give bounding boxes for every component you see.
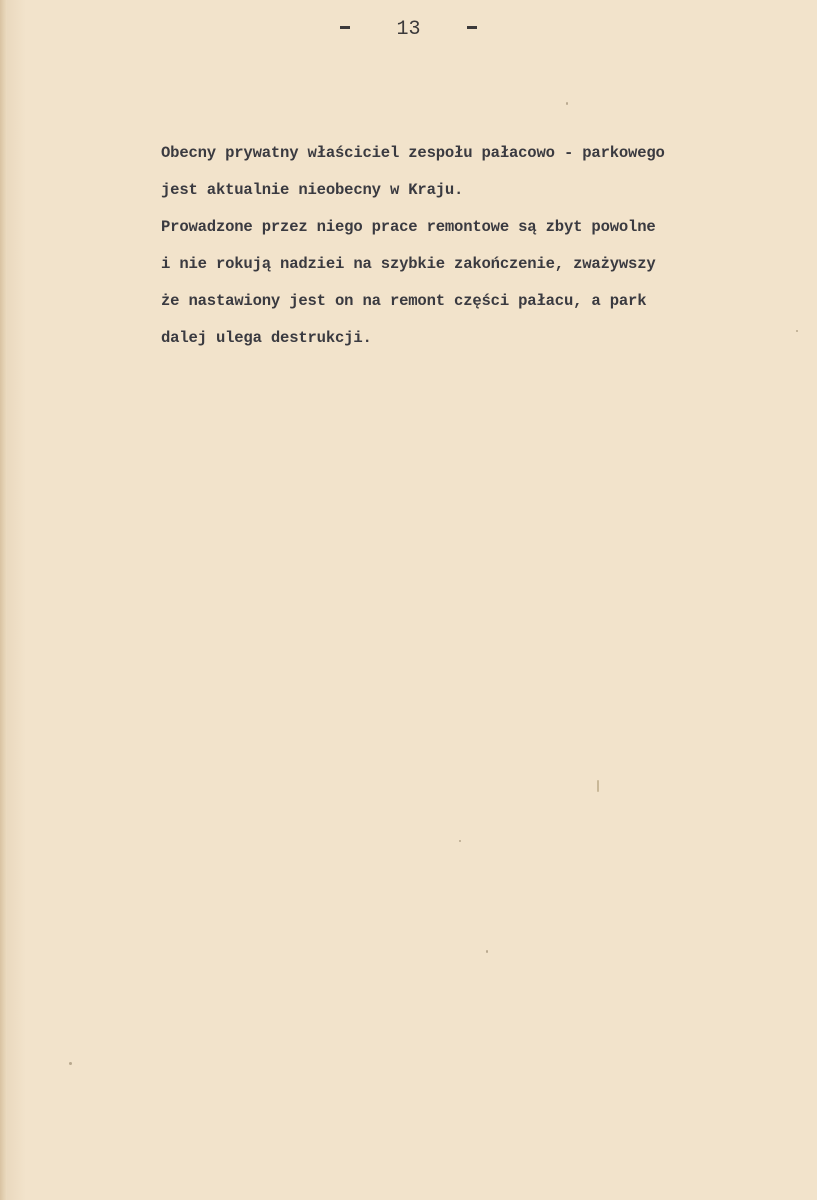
page-number: 13 (396, 18, 421, 41)
text-line: że nastawiony jest on na remont części pałacu, a park (161, 292, 647, 310)
text-line: Obecny prywatny właściciel zespołu pałacowo - parkowego (161, 144, 665, 162)
page-number-dash-left (340, 26, 350, 29)
paper-speck (69, 1062, 72, 1065)
paper-speck (486, 950, 488, 953)
page-number-header (0, 18, 817, 41)
paper-speck (566, 102, 568, 105)
text-line: i nie rokują nadziei na szybkie zakończenie, zważywszy (161, 255, 656, 273)
paper-speck (459, 840, 461, 842)
page-number-dash-right (467, 26, 477, 29)
body-paragraph (161, 135, 761, 357)
paper-speck (796, 330, 798, 332)
text-line: Prowadzone przez niego prace remontowe są zbyt powolne (161, 218, 656, 236)
text-line: dalej ulega destrukcji. (161, 329, 372, 347)
page-edge-shadow (0, 0, 7, 1200)
text-line: jest aktualnie nieobecny w Kraju. (161, 181, 464, 199)
paper-speck (597, 780, 599, 792)
